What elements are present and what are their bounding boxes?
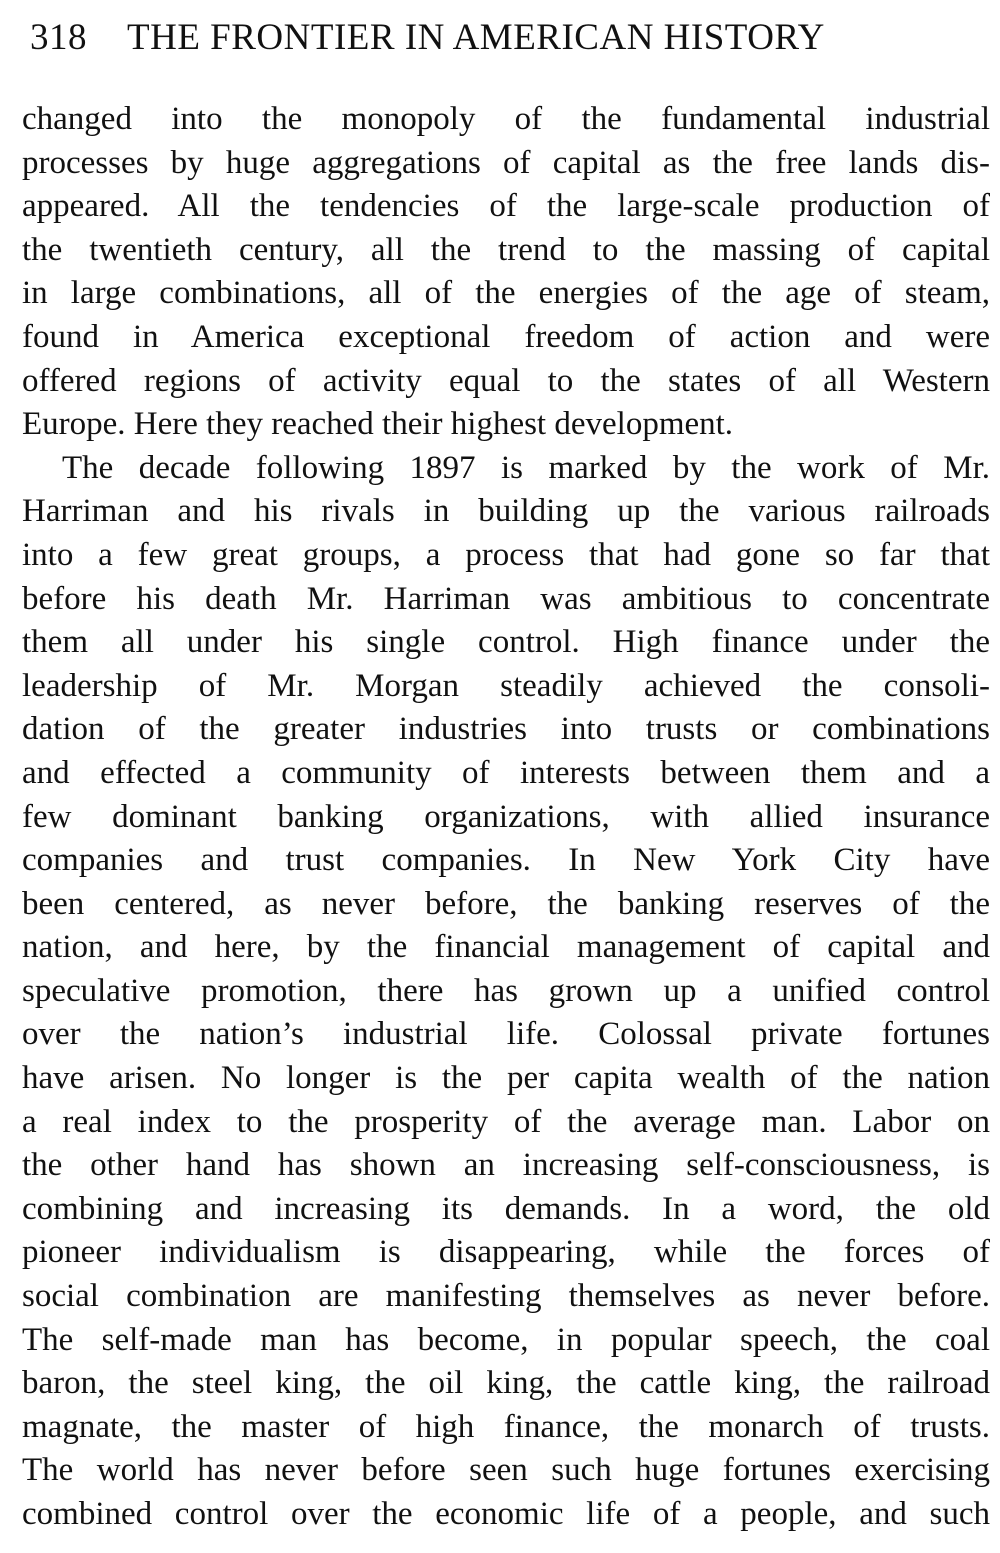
running-head <box>30 12 990 64</box>
text-line: the other hand has shown an increasing self-consciousness, is <box>22 1147 990 1184</box>
text-line: before his death Mr. Harriman was ambitious to concentrate <box>22 580 990 617</box>
text-line: have arisen. No longer is the per capita wealth of the nation <box>22 1060 990 1097</box>
text-line: Harriman and his rivals in building up the various railroads <box>22 493 990 530</box>
text-line: combined control over the economic life of a people, and such <box>22 1496 990 1532</box>
text-line: companies and trust companies. In New York City have <box>22 842 990 879</box>
text-line: been centered, as never before, the banking reserves of the <box>22 885 990 922</box>
text-line: combining and increasing its demands. In a word, the old <box>22 1190 990 1227</box>
text-line: The self-made man has become, in popular speech, the coal <box>22 1321 990 1358</box>
text-line: offered regions of activity equal to the states of all Western <box>22 362 990 399</box>
text-line: appeared. All the tendencies of the large-scale production of <box>22 188 990 225</box>
running-title: THE FRONTIER IN AMERICAN HISTORY <box>127 17 825 58</box>
text-line: pioneer individualism is disappearing, while the forces of <box>22 1234 990 1271</box>
text-line: processes by huge aggregations of capital as the free lands dis- <box>22 144 990 181</box>
text-line: dation of the greater industries into trusts or combinations <box>22 711 990 748</box>
text-line: them all under his single control. High finance under the <box>22 624 990 661</box>
text-line: magnate, the master of high finance, the monarch of trusts. <box>22 1408 990 1445</box>
text-line: baron, the steel king, the oil king, the cattle king, the railroad <box>22 1365 990 1402</box>
text-line: the twentieth century, all the trend to the massing of capital <box>22 231 990 268</box>
text-line: few dominant banking organizations, with allied insurance <box>22 798 990 835</box>
text-line: and effected a community of interests between them and a <box>22 754 990 791</box>
text-line: into a few great groups, a process that had gone so far that <box>22 536 990 573</box>
text-line: a real index to the prosperity of the average man. Labor on <box>22 1103 990 1140</box>
text-line: The world has never before seen such huge fortunes exercising <box>22 1452 990 1489</box>
body-text <box>22 98 990 1537</box>
text-line: changed into the monopoly of the fundamental industrial <box>22 101 990 137</box>
text-line: found in America exceptional freedom of action and were <box>22 318 990 355</box>
text-line: over the nation’s industrial life. Colossal private fortunes <box>22 1016 990 1053</box>
text-line: leadership of Mr. Morgan steadily achieved the consoli- <box>22 667 990 704</box>
text-line: in large combinations, all of the energies of the age of steam, <box>22 275 990 312</box>
paragraph-start-line: The decade following 1897 is marked by the work of Mr. <box>62 449 990 486</box>
paragraph-end-line: Europe. Here they reached their highest development. <box>22 406 734 443</box>
text-line: nation, and here, by the financial management of capital and <box>22 929 990 966</box>
page-number: 318 <box>30 17 87 58</box>
text-line: social combination are manifesting themselves as never before. <box>22 1278 990 1315</box>
text-line: speculative promotion, there has grown up a unified control <box>22 972 990 1009</box>
